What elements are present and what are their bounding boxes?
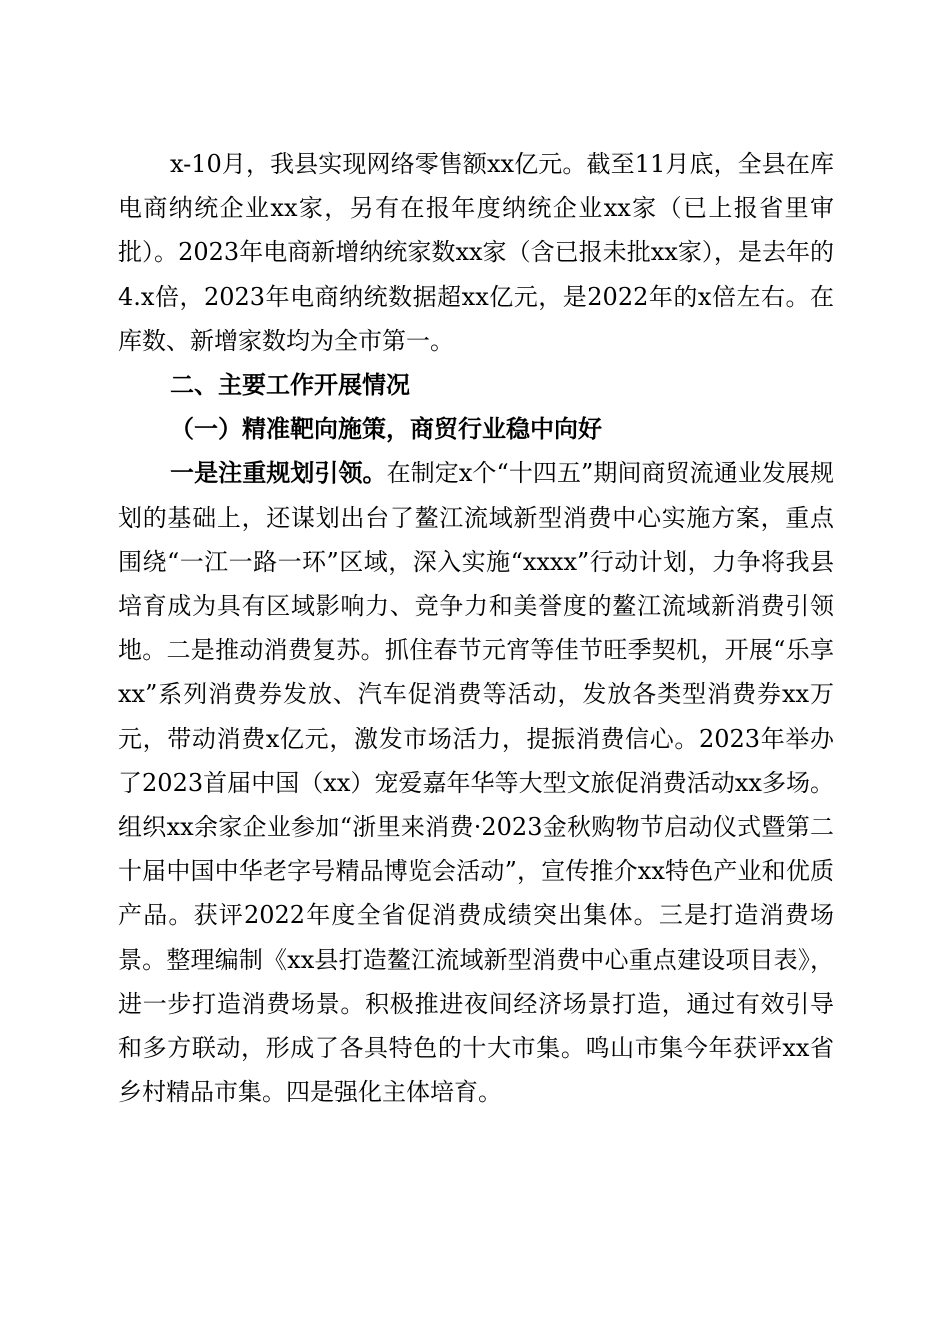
paragraph-body-text: 在制定x个“十四五”期间商贸流通业发展规划的基础上，还谋划出台了鳌江流域新型消费中心实施方案，重点围绕“一江一路一环”区域，深入实施“xxxx”行动计划，力争将我县培育成为具有区域影响力、竞争力和美誉度的鳌江流域新消费引领地。二是推动消费复苏。抓住春节元宵等佳节旺季契机，开展“乐享xx”系列消费券发放、汽车促消费等活动，发放各类型消费券xx万元，带动消费x亿元，激发市场活力，提振消费信心。2023年举办了2023首届中国（xx）宠爱嘉年华等大型文旅促消费活动xx多场。组织xx余家企业参加“浙里来消费·2023金秋购物节启动仪式暨第二十届中国中华老字号精品博览会活动”，宣传推介xx特色产业和优质产品。获评2022年度全省促消费成绩突出集体。三是打造消费场景。整理编制《xx县打造鳌江流域新型消费中心重点建设项目表》，进一步打造消费场景。积极推进夜间经济场景打造，通过有效引导和多方联动，形成了各具特色的十大市集。鸣山市集今年获评xx省乡村精品市集。四是强化主体培育。 [118, 459, 835, 1107]
subsection-heading: （一）精准靶向施策，商贸行业稳中向好 [170, 414, 602, 444]
paragraph-work-details [118, 451, 834, 1114]
paragraph-ecommerce-summary: x-10月，我县实现网络零售额xx亿元。截至11月底，全县在库电商纳统企业xx家，另有在报年度纳统企业xx家（已上报省里审批）。2023年电商新增纳统家数xx家（含已报未批xx家），是去年的4.x倍，2023年电商纳统数据超xx亿元，是2022年的x倍左右。在库数、新增家数均为全市第一。 [118, 150, 834, 355]
section-heading: 二、主要工作开展情况 [170, 371, 410, 400]
document-body [118, 142, 834, 1114]
paragraph-lead-phrase: 一是注重规划引领。 [170, 458, 387, 488]
